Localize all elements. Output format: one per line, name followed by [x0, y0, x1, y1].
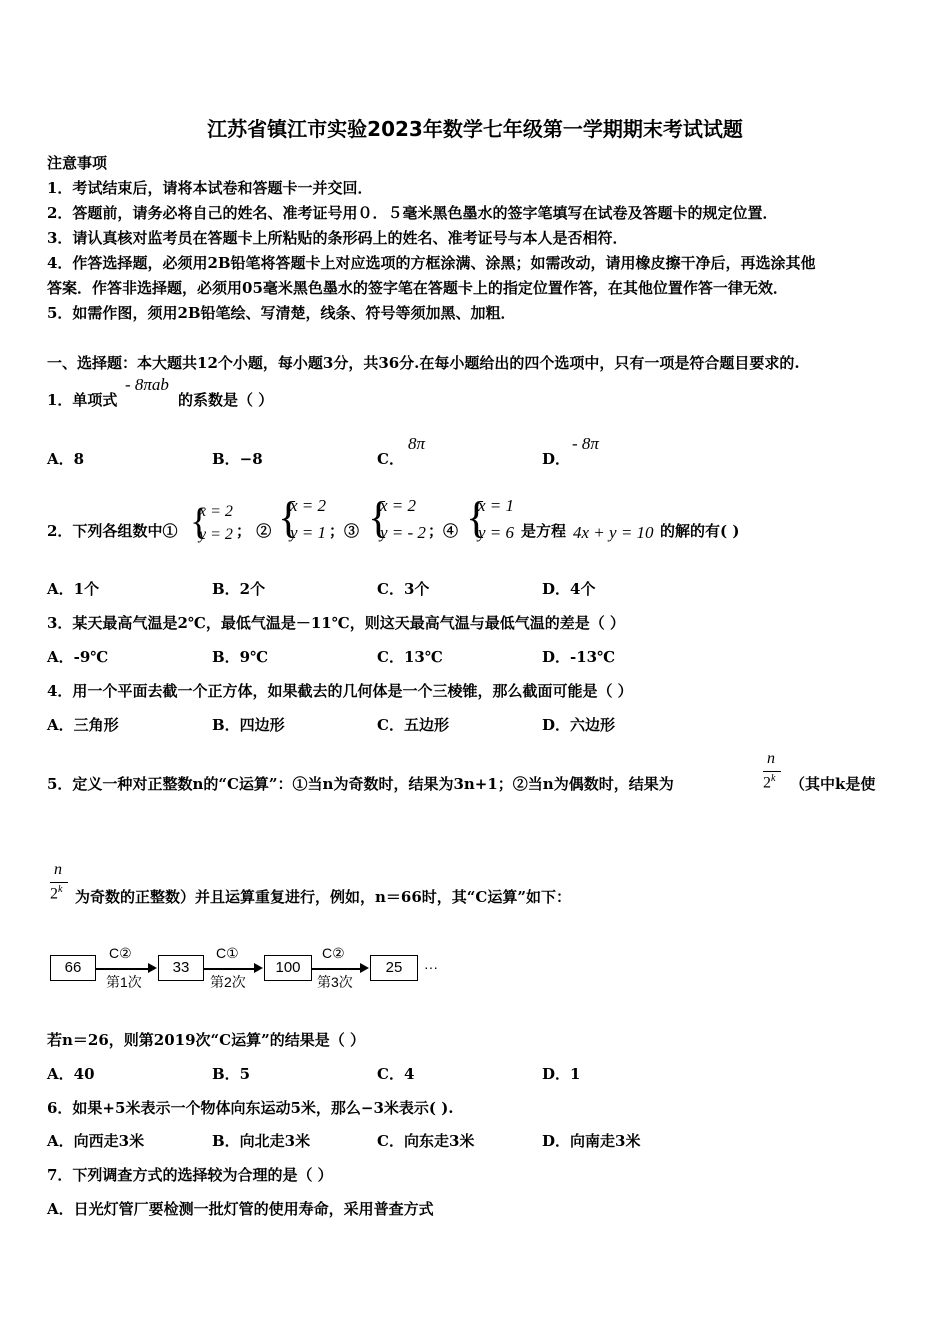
- flow-box-100: 100: [264, 955, 312, 981]
- q1-expression: - 8πab: [125, 375, 169, 394]
- q3-option-b: B．9℃: [212, 648, 269, 666]
- q1-stem-pre: 1．单项式: [47, 391, 118, 409]
- q1-option-b: B．−8: [212, 450, 263, 468]
- q2-sep-2: ；③: [329, 522, 360, 540]
- flow-box-33: 33: [158, 955, 204, 981]
- flow-ellipsis: ···: [424, 959, 438, 975]
- q3-option-c: C．13℃: [377, 648, 443, 666]
- q2-system-2-brace: {: [278, 493, 300, 542]
- q2-system-3-eq1: x = 2: [380, 496, 417, 515]
- q6-option-b: B．向北走3米: [212, 1132, 311, 1150]
- q5-option-d: D．1: [542, 1065, 581, 1083]
- q6-option-a: A．向西走3米: [47, 1132, 145, 1150]
- q1-option-d-value: - 8π: [572, 434, 599, 453]
- q2-stem-mid: 是方程: [521, 522, 567, 540]
- q1-stem-post: 的系数是（ ）: [178, 391, 274, 409]
- flow-op-3: C②: [322, 945, 345, 961]
- q1-option-a: A．8: [47, 450, 85, 468]
- q1-option-c: C．: [377, 450, 404, 468]
- q2-system-4-eq2: y = 6: [478, 523, 515, 542]
- q2-system-3-eq2: y = - 2: [380, 523, 426, 542]
- flow-step-3: 第3次: [317, 974, 353, 990]
- q5-question: 若n＝26，则第2019次“C运算”的结果是（ ）: [47, 1031, 365, 1049]
- q6-option-d: D．向南走3米: [542, 1132, 641, 1150]
- flow-arrowhead-2: [254, 963, 263, 973]
- q5-stem-line2: 为奇数的正整数）并且运算重复进行，例如，n＝66时，其“C运算”如下：: [75, 888, 571, 906]
- q2-stem-post: 的解的有( ): [660, 522, 740, 540]
- notice-item: 3．请认真核对监考员在答题卡上所粘贴的条形码上的姓名、准考证号与本人是否相符．: [47, 229, 628, 247]
- flow-arrow-1: [96, 968, 148, 970]
- q5-fraction2-denominator: [50, 884, 62, 903]
- q5-option-b: B．5: [212, 1065, 251, 1083]
- q5-fraction-base: 2: [763, 774, 771, 792]
- q2-option-a: A．1个: [47, 580, 100, 598]
- q4-option-d: D．六边形: [542, 716, 616, 734]
- q3-option-a: A．-9℃: [47, 648, 109, 666]
- q5-stem-line1-tail: （其中k是使: [790, 775, 876, 793]
- q4-stem: 4．用一个平面去截一个正方体，如果截去的几何体是一个三棱锥，那么截面可能是（ ）: [47, 682, 633, 700]
- q5-fraction2-numerator: n: [54, 861, 62, 878]
- q5-fraction-denominator: [763, 773, 775, 792]
- q1-option-c-value: 8π: [408, 434, 426, 453]
- q4-option-c: C．五边形: [377, 716, 449, 734]
- q2-system-3-brace: {: [368, 493, 390, 542]
- notice-item: 答案．作答非选择题，必须用05毫米黑色墨水的签字笔在答题卡上的指定位置作答，在其他位置作答一律无效．: [47, 279, 788, 297]
- q6-stem: 6．如果+5米表示一个物体向东运动5米，那么−3米表示( ).: [47, 1099, 454, 1117]
- q2-system-4-eq1: x = 1: [478, 496, 515, 515]
- q5-fraction2-bar: [50, 882, 68, 883]
- q4-option-b: B．四边形: [212, 716, 285, 734]
- q7-stem: 7．下列调查方式的选择较为合理的是（ ）: [47, 1166, 333, 1184]
- q5-stem-line1: 5．定义一种对正整数n的“C运算”：①当n为奇数时，结果为3n+1；②当n为偶数时，结果为: [47, 775, 674, 793]
- q5-fraction-bar: [763, 771, 781, 772]
- flow-arrow-2: [204, 968, 254, 970]
- page-title: 江苏省镇江市实验2023年数学七年级第一学期期末考试试题: [207, 117, 743, 141]
- flow-step-1: 第1次: [106, 974, 142, 990]
- flow-box-25: 25: [370, 955, 418, 981]
- q2-equation: 4x + y = 10: [573, 523, 654, 542]
- flow-op-2: C①: [216, 945, 239, 961]
- q5-fraction-numerator: n: [767, 750, 775, 767]
- flow-op-1: C②: [109, 945, 132, 961]
- q6-option-c: C．向东走3米: [377, 1132, 475, 1150]
- q4-option-a: A．三角形: [47, 716, 119, 734]
- q3-stem: 3．某天最高气温是2℃，最低气温是－11℃，则这天最高气温与最低气温的差是（ ）: [47, 614, 625, 632]
- q2-system-1-eq1: x = 2: [199, 503, 233, 520]
- q5-option-c: C．4: [377, 1065, 415, 1083]
- section-heading: 一、选择题：本大题共12个小题，每小题3分，共36分.在每小题给出的四个选项中，只有一项是符合题目要求的.: [47, 354, 800, 372]
- q2-system-2-eq2: y = 1: [290, 523, 327, 542]
- q2-sep-1: ； ②: [236, 522, 272, 540]
- q7-option-a: A．日光灯管厂要检测一批灯管的使用寿命，采用普查方式: [47, 1200, 434, 1218]
- q5-fraction-exponent: k: [771, 773, 776, 784]
- notice-heading: 注意事项: [47, 154, 108, 172]
- q2-stem-pre: 2．下列各组数中①: [47, 522, 178, 540]
- q2-option-b: B．2个: [212, 580, 266, 598]
- q3-option-d: D．-13℃: [542, 648, 616, 666]
- notice-item: 1．考试结束后，请将本试卷和答题卡一并交回．: [47, 179, 373, 197]
- flow-arrowhead-3: [360, 963, 369, 973]
- flow-arrow-3: [312, 968, 360, 970]
- flow-arrowhead-1: [148, 963, 157, 973]
- q5-option-a: A．40: [47, 1065, 95, 1083]
- notice-item: 4．作答选择题，必须用2B铅笔将答题卡上对应选项的方框涂满、涂黑；如需改动，请用橡皮擦干净后，再选涂其他: [47, 254, 816, 272]
- q2-system-1-brace: {: [190, 501, 209, 543]
- q1-option-d: D．: [542, 450, 571, 468]
- q5-fraction2-base: 2: [50, 885, 58, 903]
- flow-box-66: 66: [50, 955, 96, 981]
- q2-system-2-eq1: x = 2: [290, 496, 327, 515]
- notice-item: 2．答题前，请务必将自己的姓名、准考证号用０．５毫米黑色墨水的签字笔填写在试卷及答题卡的规定位置．: [47, 204, 778, 222]
- q2-sep-3: ；④: [428, 522, 459, 540]
- notice-item: 5．如需作图，须用2B铅笔绘、写清楚，线条、符号等须加黑、加粗．: [47, 304, 516, 322]
- q5-fraction2-exponent: k: [58, 884, 63, 895]
- q2-option-c: C．3个: [377, 580, 430, 598]
- flow-step-2: 第2次: [210, 974, 246, 990]
- q2-option-d: D．4个: [542, 580, 596, 598]
- q2-system-4-brace: {: [466, 493, 488, 542]
- q2-system-1-eq2: y = 2: [199, 526, 233, 543]
